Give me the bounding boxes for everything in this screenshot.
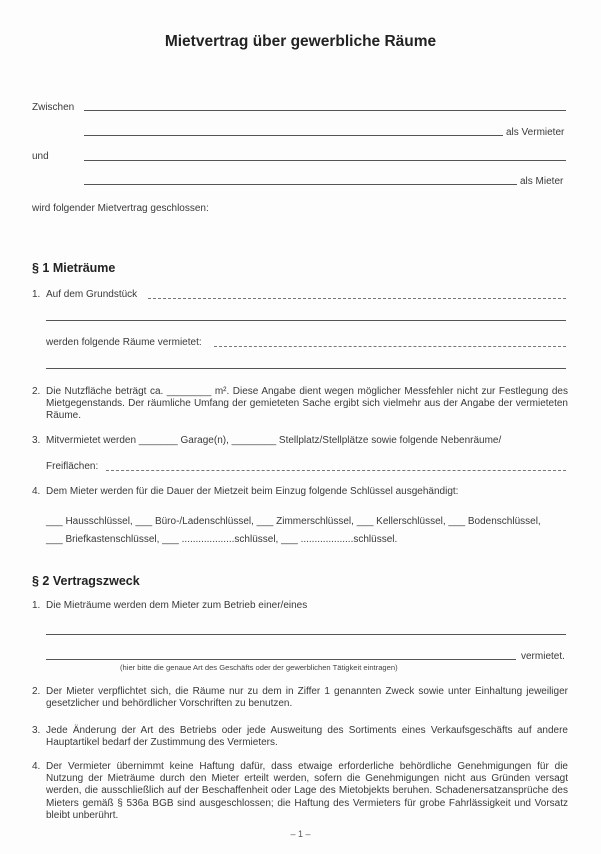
purpose-text: Die Mieträume werden dem Mieter zum Betrieb einer/eines: [46, 600, 308, 611]
co-rented-text: Mitvermietet werden _______ Garage(n), ________ Stellplatz/Stellplätze sowie folgende Nebenräume/: [46, 435, 502, 446]
open-spaces-line[interactable]: [106, 470, 566, 471]
item-number: 2.: [32, 686, 41, 697]
tenant-name-line-2[interactable]: [84, 184, 517, 185]
item-number: 3.: [32, 725, 41, 736]
liability-text: Der Vermieter übernimmt keine Haftung dafür, dass etwaige erforderliche behördliche Genehmigungen für die Nutzung der Mieträume durch den Mieter erteilt werden, sofern die Genehmigungen nicht aus Gründen versagt werden, die ausschließlich auf der Beschaffenheit oder Lage des Mietobjekts beruhen. Schadenersatzansprüche des Mieters gemäß § 536a BGB sind ausgeschlossen; die Haftung des Vermieters für grobe Fahrlässigkeit und Vorsatz bleibt unberührt.: [46, 761, 568, 821]
tenant-name-line-1[interactable]: [84, 160, 566, 161]
property-label: Auf dem Grundstück: [46, 289, 138, 300]
page-number: – 1 –: [290, 829, 311, 839]
item-number: 4.: [32, 486, 41, 497]
purpose-hint: (hier bitte die genaue Art des Geschäfts oder der gewerblichen Tätigkeit eintragen): [120, 663, 398, 672]
change-consent-text: Jede Änderung der Art des Betriebs oder jede Ausweitung des Sortiments eines Verkaufsgeschäfts auf andere Hauptartikel bedarf der Zustimmung des Vermieters.: [46, 725, 568, 749]
keys-list-row-2: ___ Briefkastenschlüssel, ___ ...................schlüssel, ___ ...................schlüssel.: [46, 534, 398, 545]
keys-list-row-1: ___ Hausschlüssel, ___ Büro-/Ladenschlüssel, ___ Zimmerschlüssel, ___ Kellerschlüssel, ___ Bodenschlüssel,: [46, 516, 541, 527]
item-number: 4.: [32, 761, 41, 772]
rented-rooms-line[interactable]: [214, 346, 566, 347]
section-2-heading: § 2 Vertragszweck: [32, 574, 140, 588]
property-line-2[interactable]: [46, 320, 566, 321]
item-number: 1.: [32, 289, 41, 300]
between-label: Zwischen: [32, 102, 75, 113]
item-number: 2.: [32, 386, 41, 397]
tenant-label: als Mieter: [520, 176, 564, 187]
usable-area-text: Die Nutzfläche beträgt ca. ________ m². Diese Angabe dient wegen möglicher Messfehler nicht zur Festlegung des Mietgegenstands. Der räumliche Umfang der gemieteten Sache ergibt sich vielmehr aus der Angabe der vermieteten Räume.: [46, 386, 568, 422]
property-line[interactable]: [148, 298, 566, 299]
landlord-name-line-1[interactable]: [84, 110, 566, 111]
item-number: 1.: [32, 600, 41, 611]
section-1-heading: § 1 Mieträume: [32, 261, 116, 275]
concluded-text: wird folgender Mietvertrag geschlossen:: [32, 203, 209, 214]
purpose-line-1[interactable]: [46, 634, 566, 635]
keys-intro-text: Dem Mieter werden für die Dauer der Mietzeit beim Einzug folgende Schlüssel ausgehändigt:: [46, 486, 459, 497]
landlord-name-line-2[interactable]: [84, 135, 503, 136]
page-title: Mietvertrag über gewerbliche Räume: [164, 33, 437, 50]
usage-obligation-text: Der Mieter verpflichtet sich, die Räume nur zu dem in Ziffer 1 genannten Zweck sowie unter Einhaltung jeweiliger gesetzlicher und behördlicher Vorschriften zu benutzen.: [46, 686, 568, 710]
purpose-line-2[interactable]: [46, 659, 516, 660]
rented-rooms-label: werden folgende Räume vermietet:: [46, 337, 202, 348]
rented-suffix: vermietet.: [521, 651, 565, 662]
rented-rooms-line-2[interactable]: [46, 368, 566, 369]
item-number: 3.: [32, 435, 41, 446]
landlord-label: als Vermieter: [506, 127, 565, 138]
and-label: und: [32, 151, 49, 162]
open-spaces-label: Freiflächen:: [46, 461, 99, 472]
